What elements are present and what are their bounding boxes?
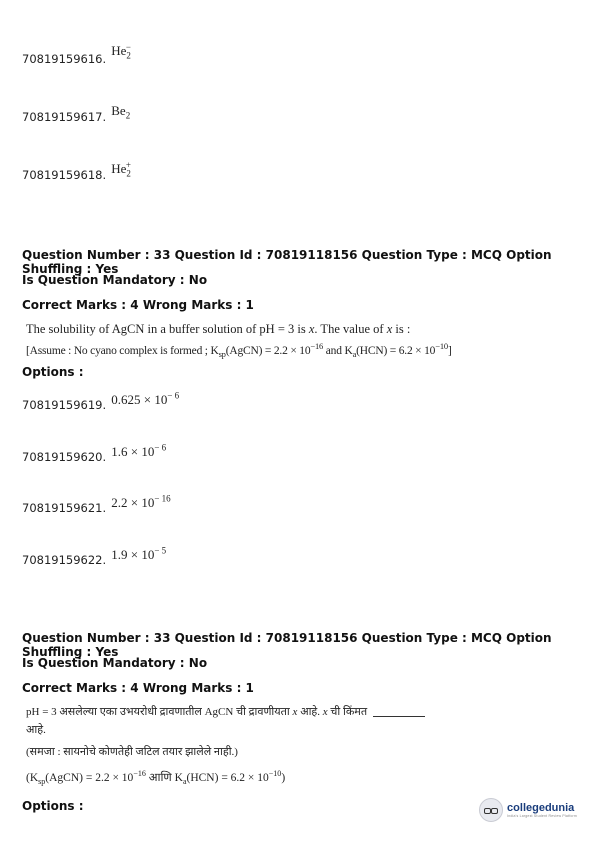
option-id: 70819159618. — [22, 168, 107, 182]
option-row — [22, 159, 131, 185]
question-header: Question Number : 33 Question Id : 70819118156 Question Type : MCQ Option Shuffling : Yes — [22, 631, 552, 659]
question-mandatory: Is Question Mandatory : No — [22, 273, 208, 287]
option-row — [22, 493, 171, 516]
option-row — [22, 390, 180, 413]
option-id: 70819159617. — [22, 110, 107, 124]
option-value: 1.9 × 10− 5 — [111, 545, 167, 562]
question-text-marathi: pH = 3 असलेल्या एका उभयरोधी द्रावणातील AgCN ची द्रावणीयता x आहे. x ची किंमत आहे. (समजा : सायनोचे कोणतेही जटिल तयार झालेले नाही.) ($K_{sp}(AgCN) = 2.2 \times 10^{-16}$ आणि $K_a(HCN) = 6.2 \times 10^{-10}$) — [26, 703, 586, 791]
options-label: Options : — [22, 365, 84, 379]
mascot-icon — [479, 798, 503, 822]
answer-blank — [373, 716, 425, 717]
logo-name: collegedunia — [507, 802, 575, 814]
option-row — [22, 41, 131, 69]
logo-tagline: India's Largest Student Review Platform — [507, 814, 577, 818]
option-value: 0.625 × 10− 6 — [111, 390, 180, 407]
collegedunia-logo — [479, 798, 577, 822]
option-id: 70819159622. — [22, 553, 107, 567]
question-marks: Correct Marks : 4 Wrong Marks : 1 — [22, 298, 254, 312]
option-value: He2+ — [111, 159, 131, 179]
option-id: 70819159616. — [22, 52, 107, 66]
option-id: 70819159620. — [22, 450, 107, 464]
option-value: He2− — [111, 41, 131, 61]
question-header: Question Number : 33 Question Id : 70819118156 Question Type : MCQ Option Shuffling : Yes — [22, 248, 552, 276]
option-row — [22, 442, 167, 465]
option-value: 1.6 × 10− 6 — [111, 442, 167, 459]
question-text: The solubility of AgCN in a buffer solution of pH = 3 is x. The value of x is : [Assume : No cyano complex is formed ; $K_{sp}(AgCN) = 2.2 \times 10^{-16}$ and $K_a(HCN) = 6.2 \times 10^{-10}$] — [26, 322, 452, 360]
option-value: Be2 — [111, 103, 131, 121]
question-mandatory: Is Question Mandatory : No — [22, 656, 208, 670]
option-row — [22, 545, 167, 568]
question-marks: Correct Marks : 4 Wrong Marks : 1 — [22, 681, 254, 695]
option-row — [22, 103, 131, 127]
option-id: 70819159621. — [22, 501, 107, 515]
option-id: 70819159619. — [22, 398, 107, 412]
option-value: 2.2 × 10− 16 — [111, 493, 171, 510]
options-label: Options : — [22, 799, 84, 813]
